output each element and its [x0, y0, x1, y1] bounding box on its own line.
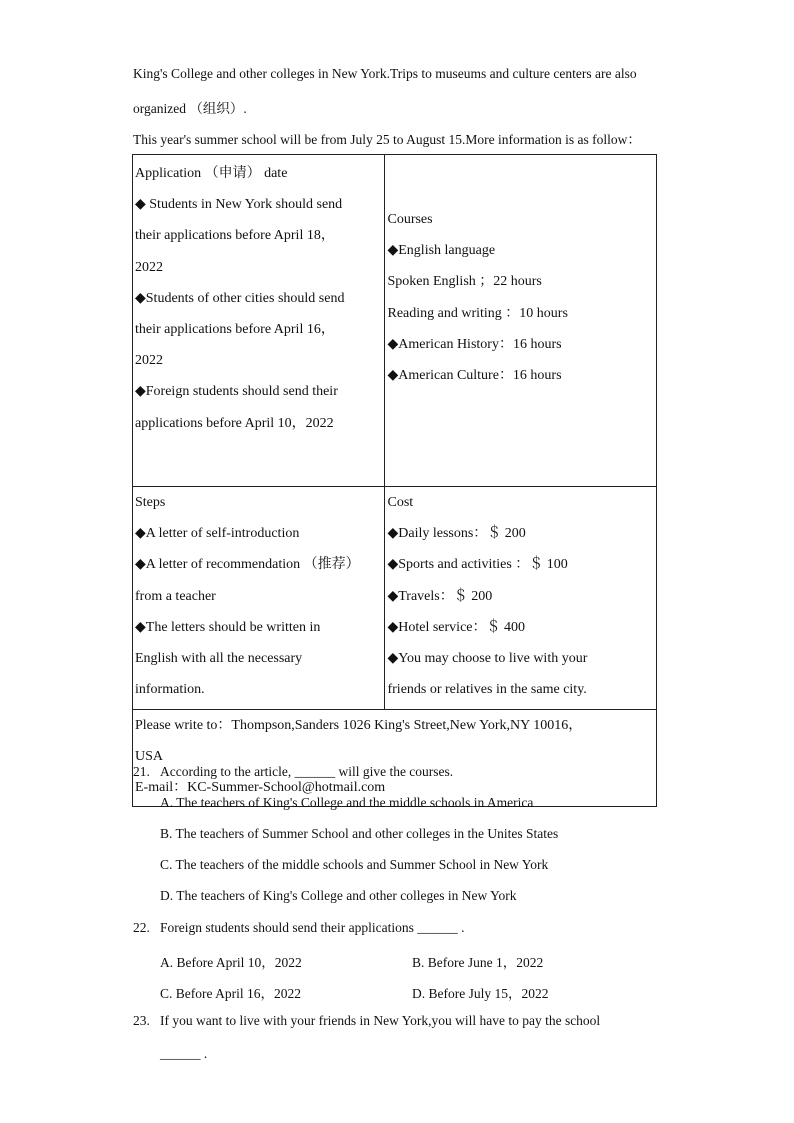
question-22-option-b[interactable]: B. Before June 1，2022 — [412, 955, 544, 970]
application-line: applications before April 10，2022 — [135, 415, 334, 431]
info-table — [132, 154, 657, 807]
cost-line: ◆Hotel service：＄ 400 — [387, 619, 525, 635]
question-22-stem: Foreign students should send their applications ______ . — [160, 920, 465, 935]
cost-title: Cost — [387, 495, 414, 510]
cost-line: friends or relatives in the same city. — [387, 682, 587, 698]
question-22-option-c[interactable]: C. Before April 16，2022 — [160, 986, 301, 1001]
steps-line: ◆A letter of self-introduction — [135, 526, 300, 542]
question-21-stem: According to the article, ______ will give the courses. — [160, 764, 454, 779]
courses-line: Spoken English ；22 hours — [387, 274, 542, 290]
application-line: their applications before April 16， — [135, 322, 335, 338]
question-23-stem-continued: ______ . — [160, 1046, 208, 1061]
courses-cell — [385, 155, 657, 487]
intro-line-1: King's College and other colleges in New York.Trips to museums and culture centers are also — [133, 66, 637, 81]
steps-cell — [133, 487, 385, 710]
contact-address: Please write to：Thompson,Sanders 1026 King's Street,New York,NY 10016， — [135, 718, 583, 733]
courses-line: ◆American Culture：16 hours — [387, 368, 562, 384]
cost-line: ◆You may choose to live with your — [387, 651, 588, 667]
courses-line: ◆English language — [387, 243, 496, 259]
contact-email: E-mail：KC-Summer-School@hotmail.com — [135, 780, 386, 796]
courses-title: Courses — [387, 212, 433, 227]
application-line: 2022 — [135, 353, 163, 369]
contact-country: USA — [135, 749, 164, 765]
question-22-number: 22. — [133, 920, 150, 935]
cost-line: ◆Daily lessons：＄ 200 — [387, 526, 526, 542]
courses-line: ◆American History：16 hours — [387, 336, 562, 352]
question-21-option-a[interactable]: A. The teachers of King's College and the middle schools in America — [160, 795, 534, 810]
application-cell — [133, 155, 385, 487]
question-21-number: 21. — [133, 764, 150, 779]
cost-line: ◆Sports and activities ：＄ 100 — [387, 557, 568, 573]
steps-line: English with all the necessary — [135, 651, 303, 667]
question-21-option-d[interactable]: D. The teachers of King's College and other colleges in New York — [160, 888, 517, 903]
steps-line: from a teacher — [135, 588, 216, 604]
question-23-number: 23. — [133, 1013, 150, 1028]
contact-cell — [133, 710, 657, 807]
steps-line: information. — [135, 682, 205, 698]
cost-line: ◆Travels：＄ 200 — [387, 588, 493, 604]
application-line: ◆Students of other cities should send — [135, 290, 345, 306]
steps-line: ◆The letters should be written in — [135, 619, 321, 635]
application-line: ◆Foreign students should send their — [135, 384, 338, 400]
question-23-stem: If you want to live with your friends in New York,you will have to pay the school — [160, 1013, 601, 1028]
cost-cell — [385, 487, 657, 710]
intro-line-2: organized （组织）. — [133, 101, 247, 116]
question-22-option-d[interactable]: D. Before July 15，2022 — [412, 986, 549, 1001]
question-21-option-c[interactable]: C. The teachers of the middle schools and Summer School in New York — [160, 857, 549, 872]
intro-line-3: This year's summer school will be from July 25 to August 15.More information is as follow： — [133, 132, 641, 147]
steps-line: ◆A letter of recommendation （推荐） — [135, 557, 360, 573]
courses-line: Reading and writing ：10 hours — [387, 305, 568, 321]
application-title: Application （申请） date — [135, 166, 288, 181]
application-line: their applications before April 18， — [135, 228, 335, 244]
steps-title: Steps — [135, 495, 166, 510]
application-line: ◆ Students in New York should send — [135, 197, 343, 213]
application-line: 2022 — [135, 259, 163, 275]
question-21-option-b[interactable]: B. The teachers of Summer School and other colleges in the Unites States — [160, 826, 559, 841]
question-22-option-a[interactable]: A. Before April 10，2022 — [160, 955, 302, 970]
